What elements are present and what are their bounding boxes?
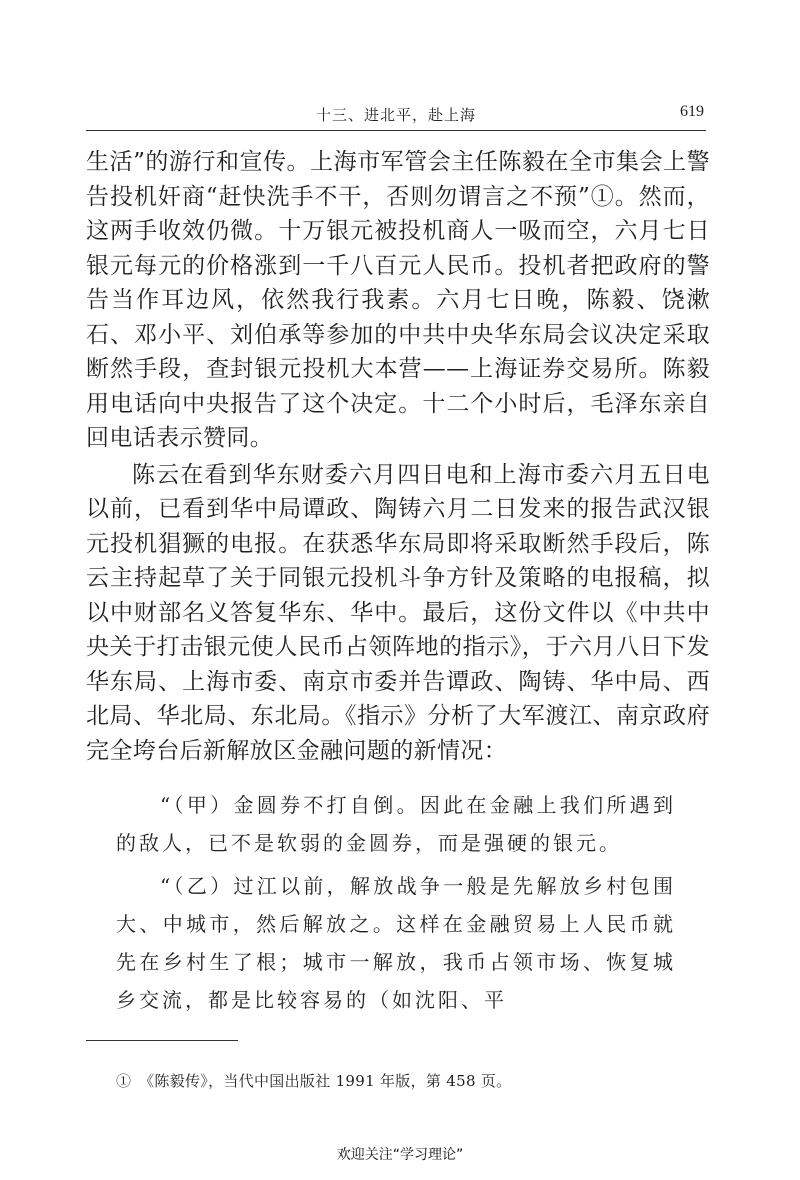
- paragraph-continued: 生活”的游行和宣传。上海市军管会主任陈毅在全市集会上警告投机奸商“赶快洗手不干，否则勿谓言之不预”①。然而，这两手收效仍微。十万银元被投机商人一吸而空，六月七日银元每元的价格涨到一千八百元人民币。投机者把政府的警告当作耳边风，依然我行我素。六月七日晚，陈毅、饶漱石、邓小平、刘伯承等参加的中共中央华东局会议决定采取断然手段，查封银元投机大本营——上海证券交易所。陈毅用电话向中央报告了这个决定。十二个小时后，毛泽东亲自回电话表示赞同。: [86, 149, 710, 451]
- main-text: [86, 145, 710, 768]
- chapter-title: 十三、进北平，赴上海: [315, 106, 476, 124]
- page-number: 619: [680, 103, 704, 120]
- quote-paragraph-b: “（乙）过江以前，解放战争一般是先解放乡村包围大、中城市，然后解放之。这样在金融贸易上人民币就先在乡村生了根；城市一解放，我币占领市场、恢复城乡交流，都是比较容易的（如沈阳、平: [116, 874, 676, 1012]
- footnote-divider: [86, 1040, 238, 1041]
- block-quote: [116, 786, 676, 1019]
- footnote: ① 《陈毅传》，当代中国出版社 1991 年版，第 458 页。: [116, 1072, 512, 1090]
- follow-banner: 欢迎关注“学习理论”: [336, 1147, 464, 1163]
- quote-paragraph-a: “（甲）金圆券不打自倒。因此在金融上我们所遇到的敌人，已不是软弱的金圆券，而是强硬的银元。: [116, 793, 676, 855]
- running-header: [86, 100, 706, 131]
- paragraph: 陈云在看到华东财委六月四日电和上海市委六月五日电以前，已看到华中局谭政、陶铸六月二日发来的报告武汉银元投机猖獗的电报。在获悉华东局即将采取断然手段后，陈云主持起草了关于同银元投机斗争方针及策略的电报稿，拟以中财部名义答复华东、华中。最后，这份文件以《中共中央关于打击银元使人民币占领阵地的指示》，于六月八日下发华东局、上海市委、南京市委并告谭政、陶铸、华中局、西北局、华北局、东北局。《指示》分析了大军渡江、南京政府完全垮台后新解放区金融问题的新情况：: [86, 461, 710, 764]
